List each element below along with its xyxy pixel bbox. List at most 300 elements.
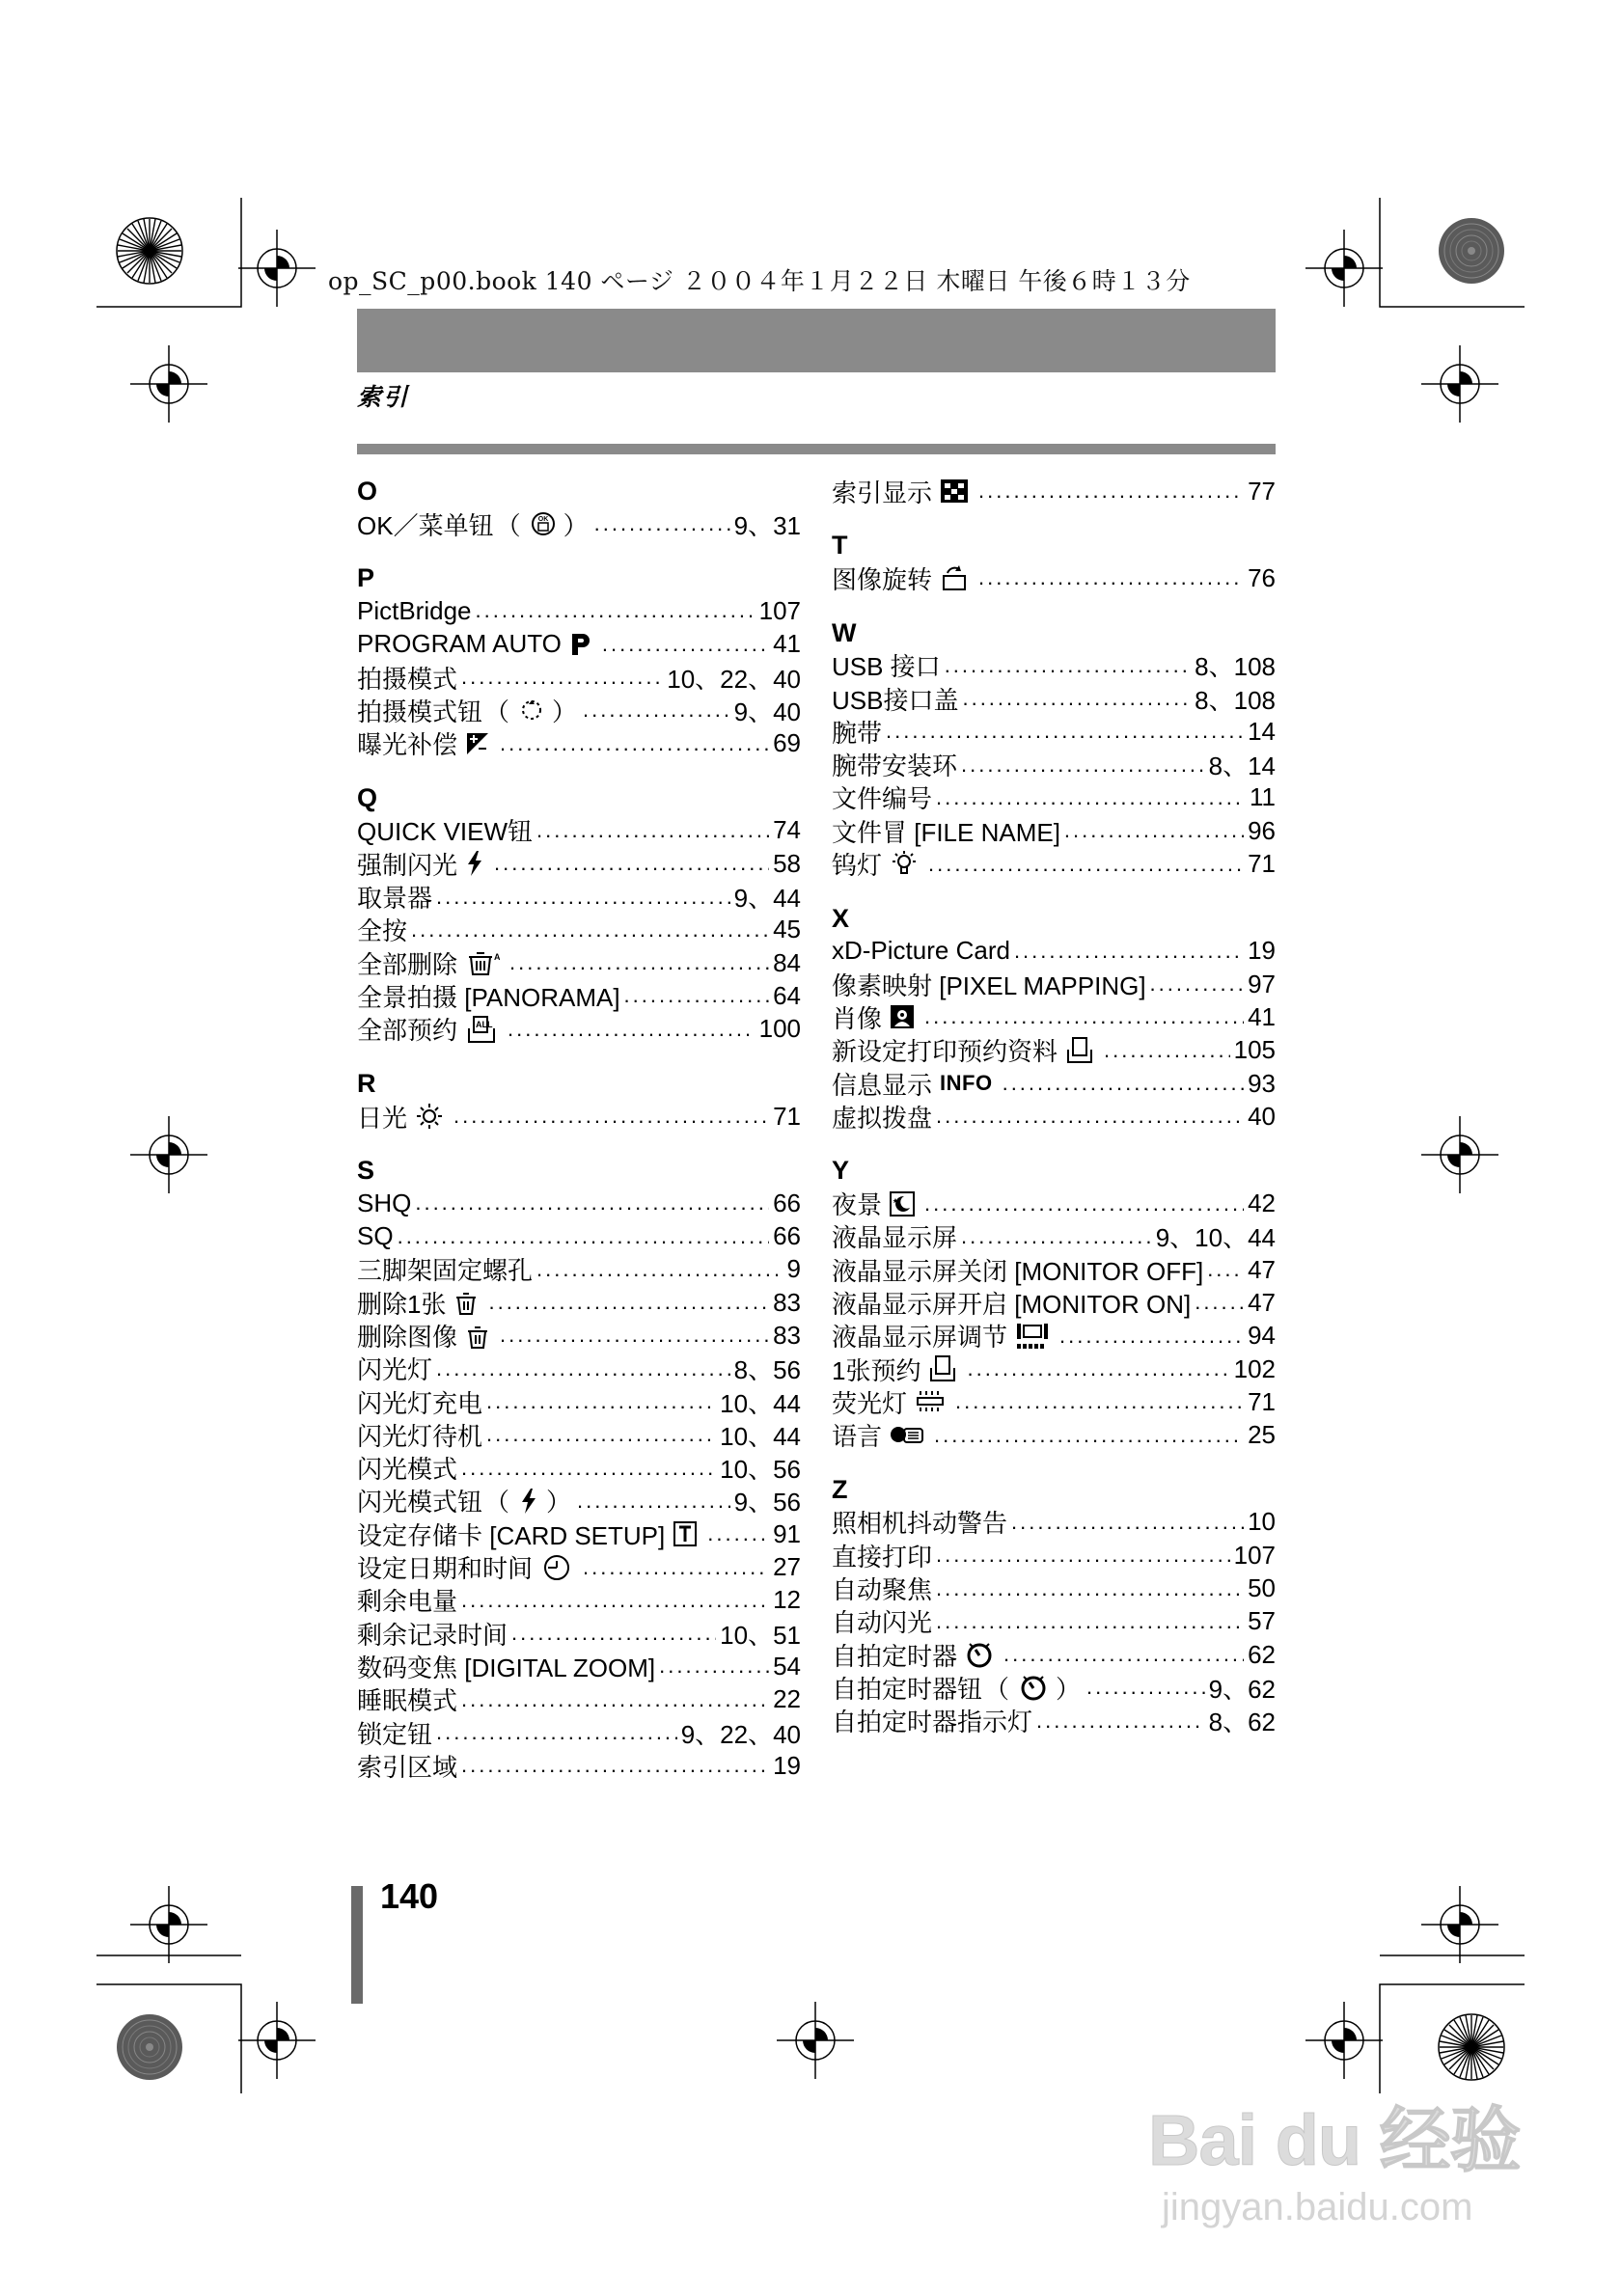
dot-leader [536,1257,783,1282]
index-page-ref: 57 [1248,1606,1276,1636]
index-term-wrap [832,1099,932,1134]
dot-leader [945,653,1191,678]
index-term: 强制闪光 [357,850,458,880]
index-term-wrap [832,1571,932,1606]
clock-icon [540,1554,573,1581]
index-term: 全部预约 [357,1016,458,1046]
index-entry [357,847,801,880]
index-term-wrap [832,474,975,509]
index-page-ref: 8、62 [1208,1708,1276,1737]
index-page-ref: 9、40 [733,697,801,726]
dot-leader [1003,1071,1245,1096]
index-entry [357,1584,801,1617]
index-term-wrap [832,1504,1007,1540]
index-term: 剩余电量 [357,1587,458,1617]
index-term: xD-Picture Card [832,936,1010,966]
index-term: QUICK VIEW钮 [357,817,534,847]
dot-leader [476,598,756,623]
index-term: 删除1张 [357,1289,447,1319]
dot-leader [536,818,769,843]
index-term: 自拍定时器 [832,1641,958,1671]
dot-leader [583,1555,769,1580]
page-bar [351,1886,363,2004]
index-term: 设定存储卡 [CARD SETUP] [357,1520,666,1550]
paren-open: （ [984,1674,1010,1704]
index-term: 闪光模式钮 [357,1488,483,1517]
index-entry [357,979,801,1012]
dot-leader [924,1191,1244,1216]
all-print-icon [465,1015,498,1044]
paren-open: （ [495,510,521,540]
index-page-ref: 9、10、44 [1155,1223,1276,1253]
index-term-wrap [832,999,920,1035]
index-term-wrap [357,1285,484,1321]
index-term-wrap [357,1649,655,1684]
index-page-ref: 62 [1248,1639,1276,1669]
dot-leader [934,1423,1244,1448]
index-term-wrap [832,1318,1056,1353]
dot-leader [1150,971,1245,997]
dot-leader [509,950,769,975]
group-gap [357,1046,801,1067]
index-entry [357,1286,801,1319]
group-gap [357,760,801,781]
dot-leader [961,1224,1152,1249]
index-entry [357,1749,801,1782]
dot-leader [486,1422,716,1447]
index-entry [357,594,801,627]
index-term: 索引区域 [357,1752,458,1782]
index-entry [357,1319,801,1352]
index-entry [357,661,801,694]
index-term-wrap [357,1517,703,1552]
index-page-ref: 66 [773,1188,801,1217]
index-letter-r: R [357,1068,376,1098]
dot-leader [1104,1038,1230,1063]
index-page-ref: 71 [773,1101,801,1131]
dot-leader [1195,1290,1244,1315]
index-term: 闪光灯待机 [357,1421,483,1451]
tungsten-icon [890,850,919,879]
dot-leader [494,851,769,876]
index-entry [832,1320,1276,1353]
index-term-wrap [832,1252,1203,1288]
index-term: 照相机抖动警告 [832,1509,1008,1539]
group-gap [357,540,801,561]
index-page-ref: 102 [1233,1353,1276,1383]
index-term: 液晶显示屏调节 [832,1323,1008,1353]
index-entry [832,561,1276,594]
index-term-wrap [357,1715,432,1751]
index-term: 全按 [357,916,408,946]
index-term-wrap [357,846,490,882]
dot-leader [936,1576,1244,1601]
index-term: 虚拟拨盘 [832,1103,933,1133]
index-page-ref: 107 [758,595,801,625]
index-entry [357,1517,801,1550]
index-term: 剩余记录时间 [357,1620,508,1650]
index-entry [832,649,1276,682]
index-term: SQ [357,1221,394,1251]
index-term-wrap [832,714,882,750]
index-entry [357,1452,801,1485]
index-page-ref: 69 [773,728,801,758]
dot-leader [978,478,1244,504]
dot-leader [500,1323,769,1348]
index-entry [832,1671,1276,1704]
index-term: USB 接口 [832,652,941,682]
svg-text:ALL: ALL [476,1019,493,1029]
index-page-ref: 41 [1248,1001,1276,1031]
paren-close: ） [1056,1674,1082,1704]
index-term: 液晶显示屏关闭 [MONITOR OFF] [832,1256,1204,1286]
index-page-ref: 97 [1248,969,1276,998]
index-term-wrap [832,1538,932,1573]
dot-leader [1064,818,1244,843]
index-column-right [832,475,1276,1737]
index-letter-s: S [357,1156,375,1186]
self-timer-icon [965,1640,994,1669]
index-entry [357,1100,801,1133]
title-rule [357,444,1276,454]
dot-leader [461,1588,769,1613]
index-page-ref: 10、44 [720,1421,801,1451]
index-page-ref: 91 [773,1518,801,1548]
index-page-ref: 74 [773,815,801,845]
index-term: USB接口盖 [832,685,959,715]
index-entry [357,1485,801,1517]
index-letter-y: Y [832,1156,850,1186]
index-term: 腕带 [832,718,883,748]
index-entry [832,935,1276,968]
index-term-wrap [357,629,598,659]
index-page-ref: 40 [1248,1101,1276,1131]
index-page-ref: 10、44 [720,1388,801,1418]
dot-leader [936,1104,1244,1129]
index-page-ref: 105 [1233,1035,1276,1065]
index-entry [357,1683,801,1716]
index-entry [357,1253,801,1286]
index-term: 删除图像 [357,1323,458,1352]
index-entry [357,1013,801,1046]
index-term-wrap [832,936,1010,966]
exposure-compensation-icon [465,731,490,756]
index-term: 信息显示 [832,1070,933,1100]
index-entry [832,748,1276,780]
index-term-wrap [357,1099,450,1134]
index-term-wrap [357,912,407,947]
book-file-header: op_SC_p00.book 140 ページ ２００４年１月２２日 木曜日 午後６時１３分 [328,267,1191,295]
dot-leader [624,983,770,1008]
dot-leader [1207,1257,1244,1282]
index-page-ref: 8、108 [1195,685,1276,715]
index-term-wrap [832,779,932,815]
index-term: 取景器 [357,884,433,914]
group-gap [832,595,1276,616]
index-page-ref: 10、51 [720,1620,801,1650]
index-page-ref: 8、14 [1208,752,1276,781]
index-entry [832,1638,1276,1671]
dot-leader [1059,1324,1244,1349]
index-term-wrap [357,1582,457,1618]
dot-leader [594,511,730,536]
index-term: 全部删除 [357,949,458,979]
index-term-wrap [357,660,457,696]
group-gap [832,881,1276,902]
index-term: 设定日期和时间 [357,1554,534,1584]
index-term: 腕带安装环 [832,752,958,781]
index-term: 肖像 [832,1003,883,1033]
index-page-ref: 9、56 [733,1488,801,1517]
dot-leader [436,1356,730,1381]
index-term: 拍摄模式 [357,664,458,694]
index-term-wrap [357,978,620,1014]
index-term-wrap [832,1032,1100,1068]
index-entry [832,1705,1276,1737]
index-term-wrap [832,1186,920,1221]
index-entry [832,814,1276,847]
index-page-ref: 10、22、40 [667,664,801,694]
dot-leader [453,1104,769,1129]
index-term: 拍摄模式钮 [357,697,483,726]
index-term: 曝光补偿 [357,730,458,760]
index-entry [832,1419,1276,1452]
index-column-left [357,475,801,1783]
index-term: 自拍定时器钮 [832,1674,983,1704]
index-term-wrap [832,1703,1032,1738]
index-page-ref: 8、56 [733,1355,801,1385]
dot-leader [602,632,769,657]
index-page-ref: 50 [1248,1573,1276,1603]
dot-leader [461,1456,716,1481]
index-term: 钨灯 [832,851,883,881]
index-term: 液晶显示屏开启 [MONITOR ON] [832,1290,1192,1319]
night-scene-icon [890,1191,915,1216]
index-letter-z: Z [832,1474,848,1504]
dot-leader [486,1389,716,1414]
index-term-wrap [832,560,975,596]
index-page-ref: 45 [773,915,801,944]
header-band [357,309,1276,372]
index-term: 睡眠模式 [357,1686,458,1716]
index-display-icon [940,478,969,504]
dot-leader [508,1017,756,1042]
svg-text:A: A [494,952,501,963]
index-page-ref: 10 [1248,1507,1276,1537]
dot-leader [936,1609,1244,1634]
index-term-wrap [357,1351,432,1386]
index-term-wrap [357,1549,579,1585]
index-entry [832,1253,1276,1286]
index-page-ref: 94 [1248,1321,1276,1351]
index-term-wrap [357,1251,533,1287]
index-term: 全景拍摄 [PANORAMA] [357,982,620,1012]
index-page-ref: 71 [1248,1386,1276,1416]
index-term-wrap [357,1221,394,1251]
index-page-ref: 8、108 [1195,652,1276,682]
index-entry [832,847,1276,880]
dot-leader [962,686,1191,711]
index-page-ref: 83 [773,1287,801,1317]
index-entry [357,880,801,913]
index-page-ref: 42 [1248,1189,1276,1218]
index-letter-o: O [357,477,378,506]
index-term: 自动聚焦 [832,1575,933,1605]
index-entry [357,1418,801,1451]
dot-leader [928,852,1244,877]
index-term-wrap [357,1681,457,1717]
index-page-ref: 9 [786,1254,801,1284]
monitor-adjust-icon [1015,1322,1050,1351]
dot-leader [436,885,730,910]
index-page-ref: 58 [773,848,801,878]
index-page-ref: 107 [1233,1540,1276,1570]
dot-leader [411,917,769,943]
index-entry [832,682,1276,715]
index-term-wrap [832,1603,932,1639]
index-term: 自动闪光 [832,1608,933,1638]
index-term-wrap [832,647,941,683]
dot-leader [961,752,1205,778]
index-term: 日光 [357,1103,408,1133]
dot-leader [488,1290,769,1315]
dot-leader [500,731,769,756]
dot-leader [936,785,1246,810]
index-page-ref: 9、44 [733,884,801,914]
index-term-wrap [832,1285,1191,1321]
index-page-ref: 14 [1248,716,1276,746]
dot-leader [461,1687,769,1712]
index-entry [832,1539,1276,1572]
dot-leader [1036,1708,1205,1734]
dot-leader [1011,1510,1244,1535]
dot-leader [415,1190,769,1216]
index-entry [357,694,801,726]
index-entry [357,914,801,946]
index-page-ref: 9、22、40 [680,1719,801,1749]
index-entry [357,1650,801,1682]
index-term: PROGRAM AUTO [357,629,562,659]
index-term-wrap [832,1637,1000,1673]
index-term: 直接打印 [832,1542,933,1572]
index-term: 数码变焦 [DIGITAL ZOOM] [357,1653,656,1682]
index-term-wrap [832,1417,930,1453]
print-order-icon [1065,1036,1094,1065]
index-term: 1张预约 [832,1355,921,1385]
index-page-ref: 27 [773,1552,801,1582]
index-term-wrap [357,879,432,915]
card-setup-icon [673,1520,698,1547]
index-term: 语言 [832,1422,883,1452]
index-page-ref: 9、31 [733,510,801,540]
index-term-wrap [357,1483,573,1518]
erase-all-icon [465,949,500,976]
self-timer-icon [1019,1673,1048,1702]
dot-leader [1014,939,1244,964]
paren-open: （ [484,1488,510,1517]
index-entry [832,1572,1276,1604]
index-entry [832,1286,1276,1319]
index-term-wrap [357,725,496,761]
paren-close: ） [546,1488,572,1517]
paren-close: ） [552,697,578,726]
index-page-ref: 66 [773,1221,801,1251]
index-term-wrap [832,681,958,717]
index-term: 文件编号 [832,784,933,814]
paren-open: （ [484,697,510,726]
index-entry [357,507,801,540]
flash-icon [519,1488,538,1515]
dot-leader [436,1720,677,1745]
index-page-ref: 12 [773,1585,801,1615]
index-page-ref: 83 [773,1320,801,1350]
page-number: 140 [380,1876,439,1916]
index-letter-p: P [357,563,375,593]
index-term: 荧光灯 [832,1388,908,1418]
group-gap [357,1133,801,1154]
index-term: 闪光灯充电 [357,1388,483,1418]
index-entry [357,1353,801,1385]
watermark-brand: Bai du 经验 [1148,2100,1521,2180]
index-page-ref: 96 [1248,815,1276,845]
index-entry [357,814,801,847]
index-entry [832,781,1276,814]
index-term: 像素映射 [PIXEL MAPPING] [832,970,1146,1000]
index-page-ref: 41 [773,629,801,659]
index-page-ref: 93 [1248,1068,1276,1098]
index-entry [832,1100,1276,1133]
index-term-wrap [832,1670,1083,1706]
group-gap [832,1452,1276,1473]
index-term-wrap [832,747,957,782]
index-page-ref: 76 [1248,562,1276,592]
dot-leader [936,1543,1230,1568]
ok-menu-button-icon [531,511,556,536]
index-page-ref: 47 [1248,1287,1276,1317]
index-page-ref: 9、62 [1208,1674,1276,1704]
index-term: 文件冒 [FILE NAME] [832,817,1060,847]
index-page-ref: 19 [1248,936,1276,966]
flash-icon [465,850,484,877]
dot-leader [978,565,1244,590]
fluorescent-icon [915,1388,946,1415]
index-entry [832,1187,1276,1219]
dot-leader [583,697,730,723]
index-letter-t: T [832,531,848,560]
index-term-wrap [357,1417,482,1453]
index-entry [357,1385,801,1418]
index-entry [832,1353,1276,1385]
dot-leader [1086,1675,1205,1700]
index-page-ref: 19 [773,1750,801,1780]
erase-single-icon [453,1289,479,1316]
index-term-wrap [832,1352,963,1387]
dot-leader [955,1389,1244,1414]
index-term-wrap [832,1218,957,1254]
index-term: 闪光灯 [357,1355,433,1385]
index-page-ref: 54 [773,1651,801,1681]
index-term: 液晶显示屏 [832,1223,958,1253]
index-term-wrap [357,506,591,542]
index-term: 夜景 [832,1190,883,1220]
dot-leader [461,665,663,690]
sun-icon [415,1102,444,1131]
index-page-ref: 84 [773,947,801,977]
paren-close: ） [563,510,589,540]
print-order-icon [928,1354,957,1383]
index-term-wrap [357,1450,457,1486]
watermark-url: jingyan.baidu.com [1162,2186,1473,2228]
